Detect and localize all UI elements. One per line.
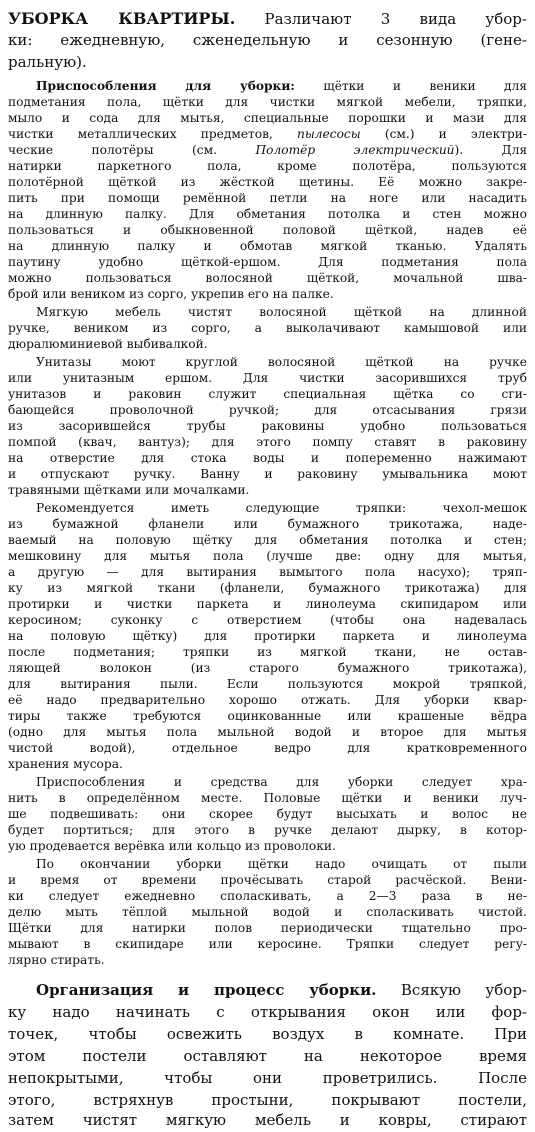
cross-ref-vacuum: пылесосы <box>297 127 361 141</box>
section-label: Приспособления для уборки: <box>36 79 295 93</box>
article-line: ральную). <box>8 53 87 71</box>
paragraph-line: ляющей волокон (из старого бумажного трикотажа), <box>8 661 527 675</box>
paragraph-line: ваемый на половую щётку для обметания потолка и стен; <box>8 533 527 547</box>
paragraph-line: тиры также требуются оцинкованные или крашеные вёдра <box>8 709 527 723</box>
paragraph-line: Мягкую мебель чистят волосяной щёткой на длинной <box>36 305 527 319</box>
paragraph-line: ки следует ежедневно споласкивать, а 2—3 раза в не- <box>8 889 527 903</box>
paragraph-line: подметания пола, щётки для чистки мягкой мебели, тряпки, <box>8 95 527 109</box>
section-line: этом постели оставляют на некоторое время <box>8 1047 527 1065</box>
paragraph-line: По окончании уборки щётки надо очищать от пыли <box>36 857 527 871</box>
paragraph-line: протирки и чистки паркета и линолеума скипидаром или <box>8 597 527 611</box>
paragraph-line: мывают в скипидаре или керосине. Тряпки следует регу- <box>8 937 527 951</box>
paragraph-line: а другую — для вытирания вымытого пола насухо); тряп- <box>8 565 527 579</box>
paragraph-line: ше подвешивать: они скорее будут высыхать и волос не <box>8 807 527 821</box>
cross-ref-polisher: Полотёр электрический <box>255 143 455 157</box>
paragraph-line: ческие полотёры (см. Полотёр электрический). Для <box>8 143 527 157</box>
paragraph-line: паутину удобно щёткой-ершом. Для подметания пола <box>8 255 527 269</box>
section-heading: Организация и процесс уборки. <box>36 981 377 999</box>
paragraph-line: на половую щётку) для протирки паркета и линолеума <box>8 629 527 643</box>
section-line: точек, чтобы освежить воздух в комнате. При <box>8 1025 527 1043</box>
paragraph-line: чистки металлических предметов, пылесосы (см.) и электри- <box>8 127 527 141</box>
paragraph-line: будет портиться; для этого в ручке делают дырку, в котор- <box>8 823 527 837</box>
paragraph-line: унитазов и раковин служит специальная щётка со сги- <box>8 387 527 401</box>
paragraph-line: Приспособления для уборки: щётки и веники для <box>36 79 527 93</box>
paragraph-line: можно пользоваться волосяной щёткой, мочальной шва- <box>8 271 527 285</box>
paragraph-line: после подметания; тряпки из мягкой ткани, не остав- <box>8 645 527 659</box>
paragraph-line: на отверстие для стока воды и попеременно нажимают <box>8 451 527 465</box>
paragraph-line: Унитазы моют круглой волосяной щёткой на ручке <box>36 355 527 369</box>
paragraph-line: мешковину для мытья пола (лучше две: одну для мытья, <box>8 549 527 563</box>
paragraph-line: мыло и сода для мытья, специальные порошки и мази для <box>8 111 527 125</box>
paragraph-line: из бумажной фланели или бумажного трикотажа, наде- <box>8 517 527 531</box>
paragraph-line: полотёрной щёткой из жёсткой щетины. Её можно закре- <box>8 175 527 189</box>
article-title: УБОРКА КВАРТИРЫ. <box>8 9 236 28</box>
paragraph-line: натирки паркетного пола, кроме полотёра, пользуются <box>8 159 527 173</box>
paragraph-line: ку из мягкой ткани (фланели, бумажного трикотажа) для <box>8 581 527 595</box>
paragraph-line: для вытирания пыли. Если пользуются мокрой тряпкой, <box>8 677 527 691</box>
section-line: Организация и процесс уборки. Всякую убор- <box>36 981 527 999</box>
paragraph-line: на длинную палку и обмотав мягкой тканью. Удалять <box>8 239 527 253</box>
paragraph-line: из засорившейся трубы раковины удобно пользоваться <box>8 419 527 433</box>
paragraph-line: травяными щётками или мочалками. <box>8 483 250 497</box>
paragraph-line: ую продевается верёвка или кольцо из проволоки. <box>8 839 336 853</box>
paragraph-line: хранения мусора. <box>8 757 123 771</box>
paragraph-line: делю мыть тёплой мыльной водой и споласкивать чистой. <box>8 905 527 919</box>
section-line: ку надо начинать с открывания окон или фор- <box>8 1003 527 1021</box>
paragraph-line: бающейся проволочной ручкой; для отсасывания грязи <box>8 403 527 417</box>
paragraph-line: дюралюминиевой выбивалкой. <box>8 337 208 351</box>
section-line: затем чистят мягкую мебель и ковры, стирают <box>8 1111 527 1129</box>
paragraph-line: или унитазным ершом. Для чистки засорившихся труб <box>8 371 527 385</box>
paragraph-line: брой или веником из сорго, укрепив его на палке. <box>8 287 334 301</box>
paragraph-line: помпой (квач, вантуз); для этого помпу ставят в раковину <box>8 435 527 449</box>
paragraph-line: пользоваться и обыкновенной половой щёткой, надев её <box>8 223 527 237</box>
paragraph-line: чистой водой), отдельное ведро для кратковременного <box>8 741 527 755</box>
paragraph-line: на длинную палку. Для обметания потолка и стен можно <box>8 207 527 221</box>
paragraph-line: и время от времени прочёсывать старой расчёской. Вени- <box>8 873 527 887</box>
paragraph-line: Приспособления и средства для уборки следует хра- <box>36 775 527 789</box>
paragraph-line: керосином; суконку с отверстием (чтобы она надевалась <box>8 613 527 627</box>
paragraph-line: Рекомендуется иметь следующие тряпки: чехол-мешок <box>36 501 527 515</box>
article-line: УБОРКА КВАРТИРЫ. Различают 3 вида убор- <box>8 9 527 28</box>
paragraph-line: (одно для мытья пола мыльной водой и второе для мытья <box>8 725 527 739</box>
section-line: непокрытыми, чтобы они проветрились. После <box>8 1069 527 1087</box>
paragraph-line: Щётки для натирки полов периодически тщательно про- <box>8 921 527 935</box>
paragraph-line: и отпускают ручку. Ванну и раковину умывальника моют <box>8 467 527 481</box>
article-line: ки: ежедневную, сженедельную и сезонную (гене- <box>8 31 527 49</box>
section-line: этого, встряхнув простыни, покрывают постели, <box>8 1091 527 1109</box>
paragraph-line: её надо предварительно хорошо отжать. Для уборки квар- <box>8 693 527 707</box>
paragraph-line: ручке, веником из сорго, а выколачивают камышовой или <box>8 321 527 335</box>
paragraph-line: лярно стирать. <box>8 953 105 967</box>
paragraph-line: нить в определённом месте. Половые щётки и веники луч- <box>8 791 527 805</box>
paragraph-line: пить при помощи ремённой петли на ноге или насадить <box>8 191 527 205</box>
